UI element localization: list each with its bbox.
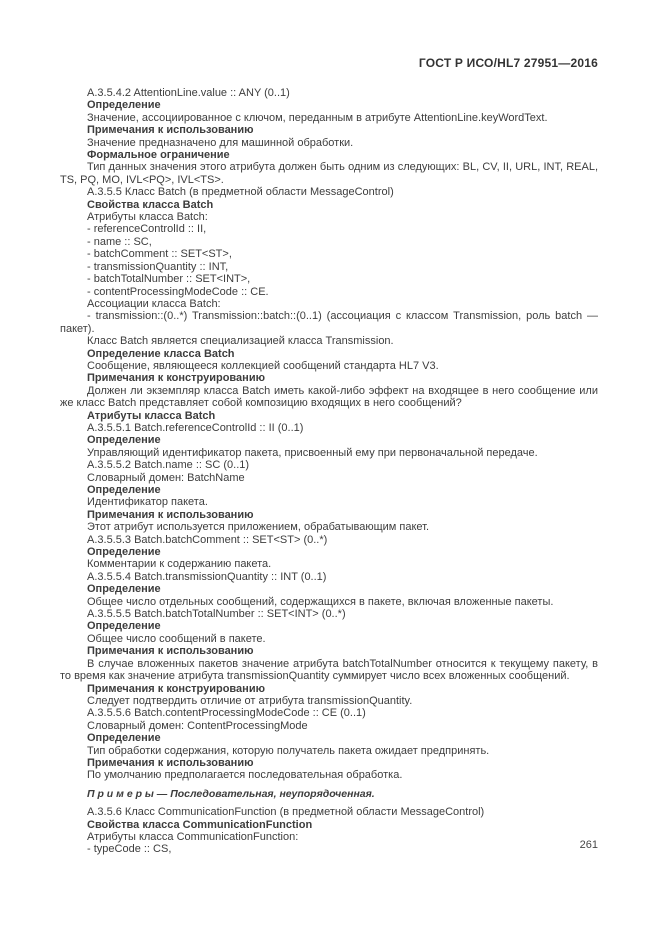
paragraph: Определение [87, 620, 161, 633]
paragraph: Примечания к конструированию [87, 372, 265, 385]
paragraph: Управляющий идентификатор пакета, присвоенный ему при первоначальной передаче. [87, 446, 538, 459]
paragraph: Этот атрибут используется приложением, обрабатывающим пакет. [87, 521, 430, 534]
paragraph: Должен ли экземпляр класса Batch иметь какой-либо эффект на входящее в него сообщение или же класс Batch представляет собой композицию входящих в него сообщений? [60, 384, 598, 410]
paragraph: Атрибуты класса CommunicationFunction: [87, 830, 299, 843]
paragraph: Значение предназначено для машинной обработки. [87, 136, 354, 149]
paragraph: Определение [87, 99, 161, 112]
paragraph: Атрибуты класса Batch [87, 409, 216, 422]
paragraph: Примечания к использованию [87, 508, 254, 521]
paragraph: Комментарии к содержанию пакета. [87, 558, 272, 571]
paragraph: Примечания к использованию [87, 645, 254, 658]
paragraph: - typeCode :: CS, [87, 843, 172, 856]
paragraph: Идентификатор пакета. [87, 496, 208, 509]
document-content [60, 87, 598, 856]
page-footer [60, 839, 598, 851]
paragraph: Сообщение, являющееся коллекцией сообщений стандарта HL7 V3. [87, 359, 439, 372]
paragraph: Определение [87, 484, 161, 496]
paragraph: Примечания к использованию [87, 756, 254, 769]
paragraph: - transmissionQuantity :: INT, [87, 260, 229, 273]
paragraph: A.3.5.5.6 Batch.contentProcessingModeCode :: CE (0..1) [87, 707, 366, 720]
paragraph: Словарный домен: ContentProcessingMode [87, 719, 308, 732]
paragraph: Словарный домен: BatchName [87, 471, 245, 484]
paragraph: Определение [87, 546, 161, 559]
paragraph: - referenceControlId :: II, [87, 223, 207, 236]
paragraph: Ассоциации класса Batch: [87, 297, 221, 310]
paragraph: Формальное ограничение [87, 149, 230, 162]
paragraph: Общее число сообщений в пакете. [87, 632, 266, 645]
paragraph: Определение [87, 434, 161, 447]
paragraph: A.3.5.5.4 Batch.transmissionQuantity :: INT (0..1) [87, 570, 327, 583]
page-number: 261 [579, 839, 598, 851]
paragraph: A.3.5.5.3 Batch.batchComment :: SET<ST> (0..*) [87, 533, 328, 546]
paragraph: Определение [87, 732, 161, 745]
paragraph: П р и м е р ы — Последовательная, неупорядоченная. [87, 787, 375, 800]
paragraph: - transmission::(0..*) Transmission::batch::(0..1) (ассоциация с классом Transmission, роль batch — пакет). [60, 310, 598, 335]
paragraph: В случае вложенных пакетов значение атрибута batchTotalNumber относится к текущему пакету, в то время как значение атрибута transmissionQuantity суммирует число всех вложенных сообщений. [60, 657, 598, 683]
standard-number: ГОСТ Р ИСО/HL7 27951—2016 [418, 56, 598, 70]
paragraph: Определение класса Batch [87, 347, 235, 360]
paragraph: Следует подтвердить отличие от атрибута transmissionQuantity. [87, 694, 413, 707]
paragraph: Класс Batch является специализацией класса Transmission. [87, 335, 394, 348]
paragraph: Определение [87, 583, 161, 596]
paragraph: - batchComment :: SET<ST>, [87, 248, 232, 261]
paragraph: Свойства класса CommunicationFunction [87, 818, 313, 831]
paragraph: Тип обработки содержания, которую получатель пакета ожидает предпринять. [87, 744, 490, 757]
paragraph: По умолчанию предполагается последовательная обработка. [87, 769, 403, 782]
paragraph: A.3.5.5.1 Batch.referenceControlId :: II (0..1) [87, 421, 304, 434]
paragraph: Значение, ассоциированное с ключом, переданным в атрибуте AttentionLine.keyWordText. [87, 111, 548, 124]
paragraph: A.3.5.5 Класс Batch (в предметной области MessageControl) [87, 186, 394, 199]
paragraph: A.3.5.6 Класс CommunicationFunction (в предметной области MessageControl) [87, 806, 485, 819]
paragraph: Примечания к использованию [87, 124, 254, 137]
page-header [60, 56, 598, 70]
paragraph: Атрибуты класса Batch: [87, 211, 208, 224]
paragraph: - contentProcessingModeCode :: CE. [87, 285, 269, 298]
paragraph: A.3.5.5.2 Batch.name :: SC (0..1) [87, 459, 250, 472]
paragraph: Свойства класса Batch [87, 198, 214, 211]
paragraph: A.3.5.5.5 Batch.batchTotalNumber :: SET<INT> (0..*) [87, 608, 346, 621]
paragraph: - batchTotalNumber :: SET<INT>, [87, 273, 251, 286]
paragraph: - name :: SC, [87, 235, 152, 248]
paragraph: Примечания к конструированию [87, 682, 265, 695]
paragraph: A.3.5.4.2 AttentionLine.value :: ANY (0..1) [87, 87, 290, 99]
paragraph: Общее число отдельных сообщений, содержащихся в пакете, включая вложенные пакеты. [87, 595, 554, 608]
paragraph: Тип данных значения этого атрибута должен быть одним из следующих: BL, CV, II, URL, INT, REAL, TS, PQ, MO, IVL<PQ>, IVL<TS>. [60, 161, 598, 186]
